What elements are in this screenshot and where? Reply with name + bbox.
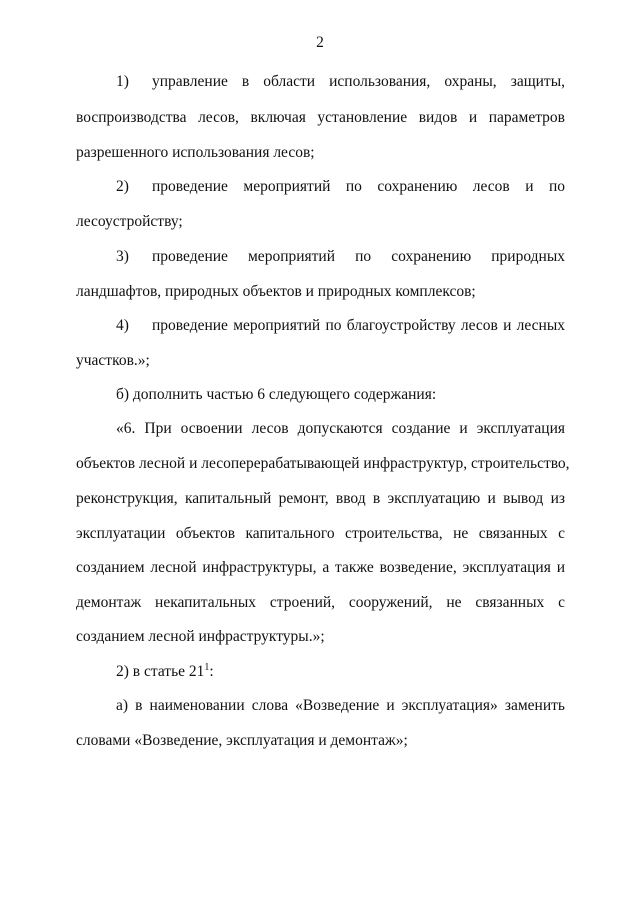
list-item-1-line-3: разрешенного использования лесов;: [76, 144, 315, 161]
list-item-1-first-line: [116, 72, 565, 92]
part6-line-2: объектов лесной и лесоперерабатывающей инфраструктур, строительство,: [76, 455, 570, 472]
clause-a-line-2: словами «Возведение, эксплуатация и демонтаж»;: [76, 732, 408, 749]
list-item-3-line-2: ландшафтов, природных объектов и природных комплексов;: [76, 283, 476, 300]
list-item-3-number: 3): [116, 248, 129, 265]
list-item-1-text: управление в области использования, охраны, защиты,: [152, 73, 565, 90]
article-clause-text: 2) в статье 21: [116, 663, 205, 680]
list-item-4-text: проведение мероприятий по благоустройству лесов и лесных: [152, 317, 565, 334]
part6-line-5: созданием лесной инфраструктуры, а также возведение, эксплуатация и: [76, 559, 565, 576]
list-item-2-number: 2): [116, 178, 129, 195]
clause-article-21-1: [116, 662, 565, 682]
list-item-3-first-line: [116, 247, 565, 267]
article-clause-suffix: :: [209, 663, 214, 680]
clause-b: б) дополнить частью 6 следующего содержания:: [116, 386, 437, 403]
list-item-4-first-line: [116, 316, 565, 336]
list-item-4-line-2: участков.»;: [76, 352, 150, 369]
part6-line-4: эксплуатации объектов капитального строительства, не связанных с: [76, 525, 565, 542]
list-item-1-line-2: воспроизводства лесов, включая установление видов и параметров: [76, 109, 565, 126]
clause-a-line-1: а) в наименовании слова «Возведение и эксплуатация» заменить: [116, 697, 565, 714]
part6-line-7: созданием лесной инфраструктуры.»;: [76, 628, 325, 645]
part6-line-6: демонтаж некапитальных строений, сооружений, не связанных с: [76, 594, 565, 611]
list-item-3-text: проведение мероприятий по сохранению природных: [152, 248, 565, 265]
page-number: 2: [316, 34, 324, 51]
article-clause-superscript: 1: [204, 662, 210, 673]
list-item-4-number: 4): [116, 317, 129, 334]
list-item-1-number: 1): [116, 73, 129, 90]
list-item-2-text: проведение мероприятий по сохранению лесов и по: [152, 178, 565, 195]
list-item-2-line-2: лесоустройству;: [76, 213, 183, 230]
part6-line-1: «6. При освоении лесов допускаются создание и эксплуатация: [116, 420, 565, 437]
part6-line-3: реконструкция, капитальный ремонт, ввод в эксплуатацию и вывод из: [76, 490, 565, 507]
list-item-2-first-line: [116, 177, 565, 197]
